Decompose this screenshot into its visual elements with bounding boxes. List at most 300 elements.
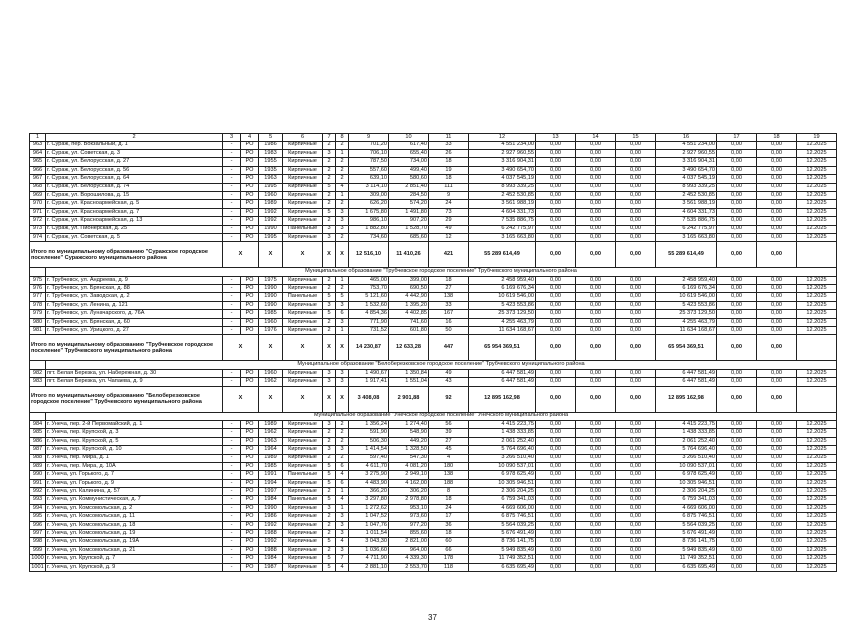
table-cell: Кирпичные: [283, 437, 323, 445]
table-cell: 0,00: [757, 369, 797, 377]
table-cell: 0,00: [616, 563, 656, 571]
table-cell: 0,00: [616, 191, 656, 199]
subtotal-value: X: [323, 242, 336, 268]
table-cell: 1990: [259, 285, 283, 293]
table-cell: 0,00: [616, 530, 656, 538]
table-cell: 27: [429, 285, 469, 293]
table-cell: 25 373 129,50: [469, 310, 536, 318]
table-cell: 0,00: [536, 437, 576, 445]
subtotal-value: X: [259, 386, 283, 412]
column-number-cell: 12: [469, 134, 536, 142]
table-cell: 1935: [259, 166, 283, 174]
table-cell: 449,20: [389, 437, 429, 445]
table-cell: 0,00: [757, 276, 797, 284]
table-cell: РО: [241, 158, 259, 166]
table-cell: РО: [241, 217, 259, 225]
table-cell: 1975: [259, 276, 283, 284]
subtotal-value: 12 895 162,98: [656, 386, 717, 412]
table-cell: 574,20: [389, 200, 429, 208]
table-row: [30, 175, 837, 183]
address-cell: г. Трубчевск, ул. Андреева, д. 9: [46, 276, 223, 284]
table-cell: 1962: [259, 429, 283, 437]
table-row: [30, 293, 837, 301]
table-cell: 4 081,20: [389, 462, 429, 470]
table-cell: 12.2025: [797, 225, 837, 233]
table-cell: 309,00: [349, 191, 389, 199]
table-cell: 2: [323, 217, 336, 225]
table-cell: 49: [429, 369, 469, 377]
table-cell: 2 978,80: [389, 496, 429, 504]
table-cell: 0,00: [576, 471, 616, 479]
table-cell: -: [223, 233, 241, 241]
table-row: [30, 276, 837, 284]
table-cell: 6 447 581,49: [656, 369, 717, 377]
table-cell: 12.2025: [797, 217, 837, 225]
table-cell: 969: [30, 191, 46, 199]
table-cell: 991: [30, 479, 46, 487]
table-cell: 8 736 141,75: [469, 538, 536, 546]
table-cell: 0,00: [616, 488, 656, 496]
table-cell: 0,00: [616, 200, 656, 208]
subtotal-value: 65 954 369,51: [656, 335, 717, 361]
table-cell: -: [223, 208, 241, 216]
table-cell: 0,00: [536, 488, 576, 496]
address-cell: г. Унеча, ул. Горького, д. 9: [46, 479, 223, 487]
table-cell: 1990: [259, 301, 283, 309]
section-heading: Муниципальное образование "Трубчевское городское поселение" Трубчевского муниципального района: [46, 268, 837, 276]
table-cell: РО: [241, 175, 259, 183]
subtotal-value: 0,00: [616, 386, 656, 412]
table-cell: 43: [429, 378, 469, 386]
table-cell: 1: [336, 149, 349, 157]
table-cell: 996: [30, 521, 46, 529]
table-cell: 12.2025: [797, 183, 837, 191]
table-cell: 6: [336, 310, 349, 318]
column-number-cell: 19: [797, 134, 837, 142]
table-cell: 964,00: [389, 546, 429, 554]
table-cell: 18: [429, 276, 469, 284]
table-cell: РО: [241, 555, 259, 563]
table-cell: 5: [323, 183, 336, 191]
table-row: [30, 200, 837, 208]
table-cell: 12.2025: [797, 530, 837, 538]
table-cell: 0,00: [717, 538, 757, 546]
table-cell: 3 490 654,70: [656, 166, 717, 174]
table-cell: 0,00: [757, 538, 797, 546]
table-cell: 0,00: [717, 479, 757, 487]
table-cell: 0,00: [717, 530, 757, 538]
table-cell: 966: [30, 166, 46, 174]
table-row: [30, 191, 837, 199]
table-cell: 0,00: [717, 200, 757, 208]
table-cell: 12.2025: [797, 378, 837, 386]
table-cell: 1985: [259, 310, 283, 318]
table-cell: 1 356,24: [349, 420, 389, 428]
table-cell: 36: [429, 521, 469, 529]
table-cell: 0,00: [616, 141, 656, 149]
table-cell: 1 414,54: [349, 446, 389, 454]
table-cell: Кирпичные: [283, 141, 323, 149]
table-cell: 2: [323, 200, 336, 208]
table-cell: -: [223, 158, 241, 166]
table-cell: 0,00: [717, 318, 757, 326]
table-cell: 4: [336, 538, 349, 546]
table-cell: 306,20: [389, 488, 429, 496]
table-row: [30, 378, 837, 386]
column-number-cell: 10: [389, 134, 429, 142]
table-cell: 0,00: [717, 217, 757, 225]
table-cell: 0,00: [616, 378, 656, 386]
table-cell: -: [223, 429, 241, 437]
table-cell: 10 619 546,00: [469, 293, 536, 301]
subtotal-label: Итого по муниципальному образованию "Трубчевское городское поселение" Трубчевского муниципального района: [30, 335, 223, 361]
table-cell: 2: [323, 141, 336, 149]
table-cell: 12.2025: [797, 446, 837, 454]
table-cell: 0,00: [576, 437, 616, 445]
table-cell: 73: [429, 208, 469, 216]
table-cell: 12.2025: [797, 233, 837, 241]
table-cell: 2 821,00: [389, 538, 429, 546]
table-cell: 0,00: [616, 318, 656, 326]
table-cell: РО: [241, 446, 259, 454]
table-cell: 4 669 606,00: [469, 504, 536, 512]
table-cell: 0,00: [616, 479, 656, 487]
table-row: [30, 301, 837, 309]
column-number-cell: 14: [576, 134, 616, 142]
table-cell: 0,00: [616, 546, 656, 554]
table-cell: 5 764 696,40: [469, 446, 536, 454]
table-cell: 994: [30, 504, 46, 512]
subtotal-value: 92: [429, 386, 469, 412]
table-cell: 2: [336, 158, 349, 166]
table-cell: 4: [336, 496, 349, 504]
table-cell: 3 165 663,80: [656, 233, 717, 241]
table-cell: РО: [241, 521, 259, 529]
table-cell: 1955: [259, 158, 283, 166]
address-cell: г. Сураж, ул. Красноармейская, д. 13: [46, 217, 223, 225]
table-cell: 0,00: [616, 158, 656, 166]
table-cell: 1 274,40: [389, 420, 429, 428]
column-number-cell: 9: [349, 134, 389, 142]
table-cell: -: [223, 276, 241, 284]
table-cell: 0,00: [616, 293, 656, 301]
table-cell: 999: [30, 546, 46, 554]
address-cell: г. Унеча, ул. Комсомольская, д. 21: [46, 546, 223, 554]
table-cell: 0,00: [717, 429, 757, 437]
table-cell: 12.2025: [797, 158, 837, 166]
table-cell: 0,00: [717, 301, 757, 309]
table-cell: РО: [241, 513, 259, 521]
table-cell: 0,00: [717, 513, 757, 521]
table-cell: 1 551,04: [389, 378, 429, 386]
table-cell: 0,00: [757, 488, 797, 496]
table-cell: 0,00: [536, 378, 576, 386]
table-cell: 965: [30, 158, 46, 166]
table-cell: РО: [241, 462, 259, 470]
table-cell: РО: [241, 420, 259, 428]
table-cell: 0,00: [616, 454, 656, 462]
table-cell: 617,40: [389, 141, 429, 149]
capital-repair-register-table: [29, 133, 837, 572]
table-cell: 1984: [259, 496, 283, 504]
table-cell: 0,00: [536, 429, 576, 437]
address-cell: г. Трубчевск, ул. Урицкого, д. 27: [46, 327, 223, 335]
table-cell: 0,00: [717, 563, 757, 571]
column-number-cell: 13: [536, 134, 576, 142]
table-cell: 0,00: [757, 293, 797, 301]
table-cell: 2: [336, 166, 349, 174]
table-cell: 0,00: [576, 546, 616, 554]
table-cell: 50: [429, 327, 469, 335]
table-cell: РО: [241, 200, 259, 208]
table-cell: [30, 268, 46, 276]
table-cell: 963: [30, 141, 46, 149]
table-cell: 0,00: [757, 285, 797, 293]
table-cell: 993: [30, 496, 46, 504]
table-cell: 12.2025: [797, 420, 837, 428]
table-cell: 984: [30, 420, 46, 428]
table-cell: 0,00: [717, 158, 757, 166]
table-cell: РО: [241, 504, 259, 512]
subtotal-row: [30, 386, 837, 412]
table-row: [30, 369, 837, 377]
table-cell: 0,00: [536, 479, 576, 487]
table-cell: 4 669 606,00: [656, 504, 717, 512]
subtotal-value: 11 410,26: [389, 242, 429, 268]
address-cell: г. Трубчевск, ул. Ленина, д. 121: [46, 301, 223, 309]
table-cell: 188: [429, 479, 469, 487]
table-cell: 0,00: [616, 504, 656, 512]
table-cell: Кирпичные: [283, 175, 323, 183]
table-row: [30, 471, 837, 479]
table-cell: 990: [30, 471, 46, 479]
table-cell: Кирпичные: [283, 546, 323, 554]
table-cell: 0,00: [717, 225, 757, 233]
table-cell: -: [223, 471, 241, 479]
table-cell: 597,40: [349, 454, 389, 462]
table-cell: 0,00: [536, 504, 576, 512]
column-number-cell: 17: [717, 134, 757, 142]
table-cell: 0,00: [616, 225, 656, 233]
table-cell: 0,00: [536, 293, 576, 301]
table-cell: 1 528,70: [389, 225, 429, 233]
table-cell: 985: [30, 429, 46, 437]
table-cell: 977: [30, 293, 46, 301]
column-number-cell: 2: [46, 134, 223, 142]
table-cell: 0,00: [536, 217, 576, 225]
table-cell: Кирпичные: [283, 555, 323, 563]
address-cell: г. Сураж, ул. Ворошилова, д. 15: [46, 191, 223, 199]
subtotal-value: 55 289 614,49: [469, 242, 536, 268]
table-cell: РО: [241, 318, 259, 326]
table-cell: 0,00: [616, 301, 656, 309]
table-cell: 0,00: [717, 191, 757, 199]
table-cell: Кирпичные: [283, 530, 323, 538]
table-cell: 0,00: [536, 496, 576, 504]
table-cell: 6 635 695,49: [469, 563, 536, 571]
table-cell: 1964: [259, 446, 283, 454]
table-cell: 0,00: [616, 429, 656, 437]
table-cell: 0,00: [536, 563, 576, 571]
table-cell: 0,00: [757, 166, 797, 174]
table-cell: 0,00: [616, 233, 656, 241]
table-cell: 3: [323, 149, 336, 157]
table-cell: 33: [429, 141, 469, 149]
table-cell: 10 090 537,01: [656, 462, 717, 470]
table-cell: 5 423 553,86: [656, 301, 717, 309]
table-cell: 971: [30, 208, 46, 216]
table-row: [30, 479, 837, 487]
table-cell: 0,00: [757, 175, 797, 183]
table-cell: 975: [30, 276, 46, 284]
table-cell: 0,00: [536, 538, 576, 546]
table-cell: 4 162,00: [389, 479, 429, 487]
table-cell: РО: [241, 369, 259, 377]
table-cell: 5: [336, 293, 349, 301]
table-cell: 8 993 339,25: [656, 183, 717, 191]
table-cell: 1 350,84: [389, 369, 429, 377]
table-cell: 12.2025: [797, 454, 837, 462]
section-heading: Муниципальное образование "Белоберезковское городское поселение" Трубчевского муниципального района: [46, 361, 837, 369]
table-cell: РО: [241, 301, 259, 309]
table-cell: 24: [429, 200, 469, 208]
table-cell: 6 169 676,34: [656, 285, 717, 293]
table-cell: 0,00: [536, 369, 576, 377]
table-cell: 0,00: [576, 479, 616, 487]
subtotal-value: 2 901,88: [389, 386, 429, 412]
address-cell: г. Трубчевск, ул. Заводская, д. 2: [46, 293, 223, 301]
table-cell: -: [223, 183, 241, 191]
table-cell: 12.2025: [797, 200, 837, 208]
table-cell: 366,20: [349, 488, 389, 496]
table-cell: 1990: [259, 293, 283, 301]
table-cell: 2: [323, 158, 336, 166]
table-cell: 0,00: [757, 530, 797, 538]
table-cell: 1 532,60: [349, 301, 389, 309]
column-number-cell: 11: [429, 134, 469, 142]
table-cell: 3: [323, 301, 336, 309]
table-row: [30, 446, 837, 454]
table-cell: 0,00: [757, 479, 797, 487]
table-cell: 3: [323, 233, 336, 241]
subtotal-value: X: [336, 335, 349, 361]
table-cell: 0,00: [757, 318, 797, 326]
table-cell: 12.2025: [797, 429, 837, 437]
table-cell: 12.2025: [797, 175, 837, 183]
column-number-cell: 1: [30, 134, 46, 142]
table-cell: 2 061 252,40: [656, 437, 717, 445]
subtotal-value: X: [223, 386, 259, 412]
table-cell: 2: [336, 233, 349, 241]
address-cell: г. Унеча, ул. Комсомольская, д. 11: [46, 513, 223, 521]
table-cell: Кирпичные: [283, 285, 323, 293]
table-cell: 1990: [259, 225, 283, 233]
table-cell: 0,00: [717, 175, 757, 183]
table-cell: 0,00: [717, 488, 757, 496]
table-cell: 8: [429, 488, 469, 496]
table-cell: 3 316 904,31: [656, 158, 717, 166]
table-cell: 992: [30, 488, 46, 496]
table-cell: 0,00: [717, 378, 757, 386]
table-row: [30, 217, 837, 225]
section-heading-row: [30, 412, 837, 420]
table-cell: 0,00: [757, 225, 797, 233]
subtotal-value: 0,00: [616, 242, 656, 268]
table-cell: 973: [30, 225, 46, 233]
table-cell: 4 402,85: [389, 310, 429, 318]
column-number-cell: 15: [616, 134, 656, 142]
table-cell: Кирпичные: [283, 166, 323, 174]
address-cell: г. Сураж, ул. Пионерская, д. 25: [46, 225, 223, 233]
table-cell: 3: [336, 378, 349, 386]
table-cell: 3 266 510,40: [656, 454, 717, 462]
table-cell: 0,00: [576, 191, 616, 199]
subtotal-value: 0,00: [536, 242, 576, 268]
table-cell: 499,40: [389, 166, 429, 174]
table-cell: 0,00: [717, 166, 757, 174]
table-cell: -: [223, 149, 241, 157]
table-cell: 4 711,90: [349, 555, 389, 563]
table-cell: 3: [336, 318, 349, 326]
table-cell: -: [223, 318, 241, 326]
table-cell: 3 297,80: [349, 496, 389, 504]
table-cell: 0,00: [536, 420, 576, 428]
table-cell: 3 275,90: [349, 471, 389, 479]
table-cell: Кирпичные: [283, 429, 323, 437]
table-cell: 4 037 545,19: [656, 175, 717, 183]
table-cell: 1989: [259, 454, 283, 462]
table-cell: 1960: [259, 369, 283, 377]
table-cell: 0,00: [717, 293, 757, 301]
column-number-row: [30, 134, 837, 142]
table-cell: -: [223, 369, 241, 377]
subtotal-value: X: [223, 242, 259, 268]
table-cell: 753,70: [349, 285, 389, 293]
table-cell: 0,00: [616, 496, 656, 504]
table-cell: 12.2025: [797, 285, 837, 293]
table-cell: 12.2025: [797, 191, 837, 199]
table-cell: 4 604 331,73: [469, 208, 536, 216]
table-cell: 18: [429, 496, 469, 504]
table-cell: 5: [323, 462, 336, 470]
table-cell: 12.2025: [797, 293, 837, 301]
table-cell: 2: [323, 429, 336, 437]
table-cell: 12.2025: [797, 141, 837, 149]
table-cell: -: [223, 479, 241, 487]
table-cell: 0,00: [616, 513, 656, 521]
table-cell: 11 634 168,67: [656, 327, 717, 335]
table-cell: 0,00: [576, 208, 616, 216]
subtotal-row: [30, 242, 837, 268]
table-cell: 3: [323, 420, 336, 428]
table-cell: 3: [336, 546, 349, 554]
table-cell: 907,20: [389, 217, 429, 225]
table-cell: 0,00: [717, 285, 757, 293]
table-cell: 977,20: [389, 521, 429, 529]
table-row: [30, 504, 837, 512]
table-cell: 45: [429, 446, 469, 454]
table-cell: 6 447 581,49: [469, 369, 536, 377]
table-cell: 12.2025: [797, 555, 837, 563]
address-cell: г. Унеча, ул. Горького, д. 7: [46, 471, 223, 479]
table-cell: -: [223, 420, 241, 428]
table-cell: 0,00: [536, 200, 576, 208]
table-cell: 0,00: [616, 555, 656, 563]
table-cell: 2 061 252,40: [469, 437, 536, 445]
table-cell: 0,00: [576, 200, 616, 208]
table-cell: 138: [429, 293, 469, 301]
table-cell: 3 043,30: [349, 538, 389, 546]
